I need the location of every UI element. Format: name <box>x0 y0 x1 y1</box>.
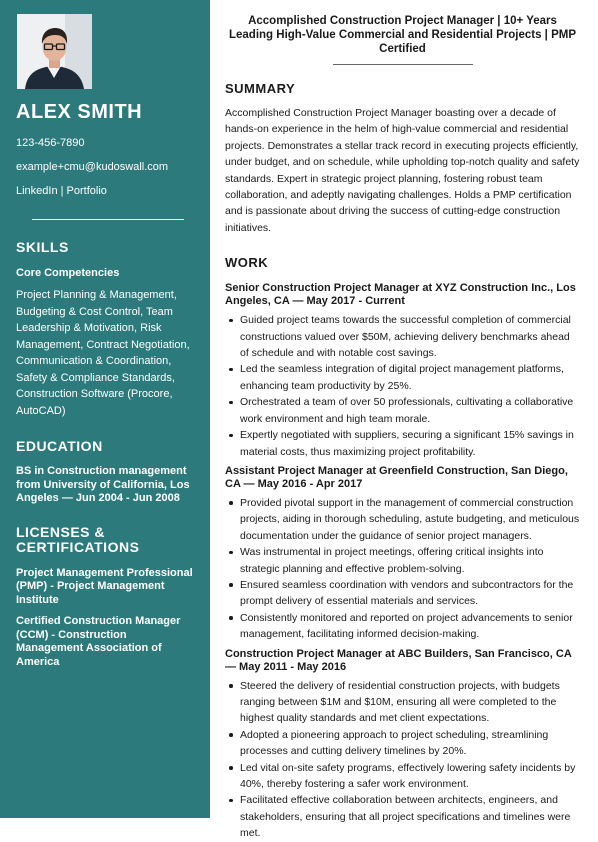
bullet-item: Orchestrated a team of over 50 professionals, cultivating a collaborative work environment and high team morale. <box>225 394 580 427</box>
bullet-item: Adopted a pioneering approach to project scheduling, streamlining processes and cutting delivery timelines by 20%. <box>225 727 580 760</box>
bullet-item: Led vital on-site safety programs, effectively lowering safety incidents by 40%, thereby fostering a safer work environment. <box>225 760 580 793</box>
sidebar-divider <box>32 219 184 220</box>
profile-links[interactable]: LinkedIn | Portfolio <box>16 185 107 197</box>
core-competencies-heading: Core Competencies <box>16 267 120 279</box>
bullet-item: Expertly negotiated with suppliers, securing a significant 15% savings in material costs, thus maximizing project profitability. <box>225 427 580 460</box>
bullet-item: Consistently monitored and reported on project advancements to senior management, facilitating informed decision-making. <box>225 610 580 643</box>
job-bullets <box>225 312 580 460</box>
licenses-heading: LICENSES & CERTIFICATIONS <box>16 523 140 555</box>
sidebar <box>0 0 210 818</box>
education-entry: BS in Construction management from University of California, Los Angeles — Jun 2004 - Jun 2008 <box>16 465 190 504</box>
phone-number: 123-456-7890 <box>16 137 85 149</box>
email-address[interactable]: example+cmu@kudoswall.com <box>16 161 169 173</box>
bullet-item: Led the seamless integration of digital project management platforms, enhancing team productivity by 25%. <box>225 361 580 394</box>
job-title: Assistant Project Manager at Greenfield Construction, San Diego, CA — May 2016 - Apr 2017 <box>225 464 568 490</box>
bullet-item: Provided pivotal support in the management of commercial construction projects, aiding in thorough scheduling, astute budgeting, and meticulous documentation under the guidance of senior project managers. <box>225 495 580 544</box>
headline-divider <box>333 64 473 65</box>
summary-heading: SUMMARY <box>225 81 296 96</box>
license-item: Certified Construction Manager (CCM) - Construction Management Association of America <box>16 615 181 668</box>
job-bullets <box>225 495 580 643</box>
job-title: Senior Construction Project Manager at XYZ Construction Inc., Los Angeles, CA — May 2017 - Current <box>225 282 576 308</box>
bullet-item: Facilitated effective collaboration between architects, engineers, and stakeholders, ensuring that all project specifications and timelines were met. <box>225 792 580 841</box>
bullet-item: Was instrumental in project meetings, offering critical insights into strategic planning and effective problem-solving. <box>225 544 580 577</box>
bullet-item: Guided project teams towards the successful completion of commercial constructions valued over $50M, achieving delivery benchmarks ahead of schedule and with notable cost savings. <box>225 312 580 361</box>
job-bullets <box>225 678 580 842</box>
job-entry <box>225 648 580 842</box>
license-item: Project Management Professional (PMP) - Project Management Institute <box>16 566 193 606</box>
main-content <box>225 14 580 842</box>
candidate-name: ALEX SMITH <box>16 101 143 123</box>
avatar <box>17 14 92 89</box>
work-heading: WORK <box>225 255 269 271</box>
skills-heading: SKILLS <box>16 239 69 255</box>
headline: Accomplished Construction Project Manager | 10+ Years Leading High-Value Commercial and Residential Projects | PMP Certified <box>228 15 577 55</box>
core-competencies-text: Project Planning & Management, Budgeting & Cost Control, Team Leadership & Motivation, Risk Management, Contract Negotiation, Communication & Coordination, Safety & Compliance Standards, Construction Software (Procore, AutoCAD) <box>16 289 190 417</box>
job-entry <box>225 282 580 460</box>
bullet-item: Ensured seamless coordination with vendors and subcontractors for the prompt delivery of essential materials and services. <box>225 577 580 610</box>
job-entry <box>225 465 580 643</box>
education-heading: EDUCATION <box>16 438 103 454</box>
bullet-item: Steered the delivery of residential construction projects, with budgets ranging between $1M and $10M, ensuring all were completed to the highest quality standards and met client expectations. <box>225 678 580 727</box>
summary-text: Accomplished Construction Project Manager boasting over a decade of hands-on experience in the helm of high-value commercial and residential projects. Demonstrates a stellar track record in executing projects efficiently, under budget, and on schedule, while upholding top-notch quality and safety standards. Expert in strategic project planning, fostering robust team collaboration, and adeptly navigating challenges. Holds a PMP certification and is passionate about driving the success of cutting-edge construction initiatives. <box>225 107 580 234</box>
job-title: Construction Project Manager at ABC Builders, San Francisco, CA — May 2011 - May 2016 <box>225 647 572 673</box>
